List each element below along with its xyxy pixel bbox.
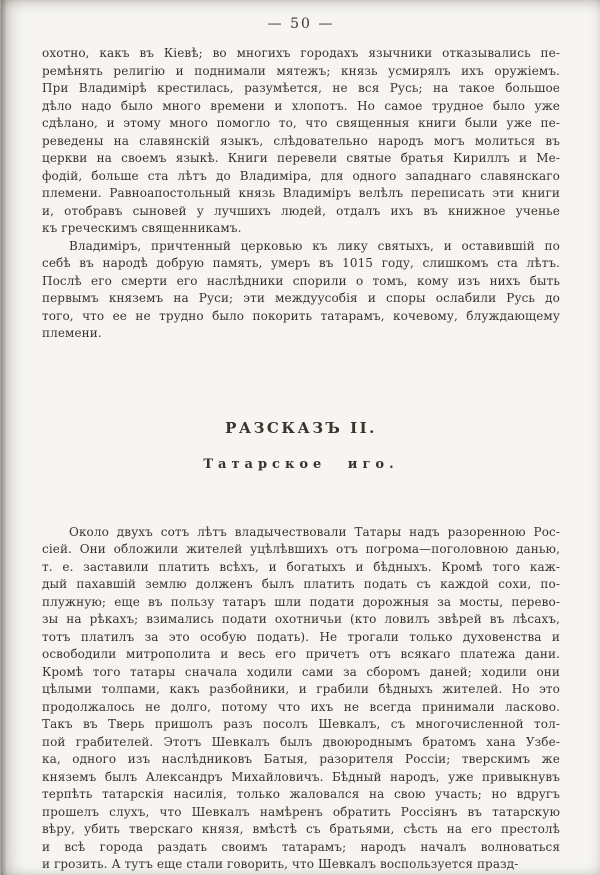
text-line: ремѣнять религію и поднимали мятежъ; князь усмирялъ ихъ оружіемъ.: [42, 63, 560, 78]
text-line: дѣло надо было много времени и хлопотъ. Но самое трудное было уже: [42, 98, 560, 113]
text-line: сдѣлано, и этому много помогло то, что священныя книги были уже пе-: [42, 116, 560, 130]
text-line: сіей. Они обложили жителей уцѣлѣвшихъ отъ погрома—поголовною данью,: [42, 542, 560, 556]
text-line: Владиміръ, причтенный церковью къ лику святыхъ, и оставившій по: [69, 238, 560, 253]
paragraph-continuation: [42, 45, 560, 238]
paragraph-tatar-yoke: [42, 524, 560, 874]
text-line: того, что ее не трудно было покорить татарамъ, кочевому, блуждающему: [42, 308, 560, 323]
chapter-heading: РАЗСКАЗЪ II.: [225, 418, 377, 437]
text-line: дый пахавшій землю долженъ былъ платить подать съ каждой сохи, по-: [42, 577, 560, 591]
text-line: себѣ въ народѣ добрую память, умеръ въ 1015 году, слишкомъ ста лѣтъ.: [42, 256, 560, 270]
text-line: племени.: [42, 326, 102, 340]
text-line: продолжалось не долго, потому что ихъ не всегда принимали ласково.: [42, 699, 560, 714]
text-line: Около двухъ сотъ лѣтъ владычествовали Татары надъ разоренною Рос-: [69, 524, 560, 539]
page-number: — 50 —: [267, 16, 335, 32]
text-line: прошелъ слухъ, что Шевкалъ намѣренъ обратить Россіянъ въ татарскую: [42, 804, 560, 819]
text-line: освободили митрополита и весь его причетъ отъ всякаго платежа дани.: [42, 647, 560, 661]
text-line: церкви на своемъ языкѣ. Книги перевели святые братья Кириллъ и Ме-: [42, 151, 560, 165]
text-line: и, отобравъ сыновей у лучшихъ людей, отдалъ ихъ въ книжное ученье: [42, 203, 560, 218]
text-line: вѣру, убить тверскаго князя, вмѣстѣ съ братьями, сѣсть на его престолѣ: [42, 822, 560, 836]
text-line: тотъ платилъ за это особую подать). Не трогали только духовенства и: [42, 629, 560, 644]
text-line: охотно, какъ въ Кіевѣ; во многихъ городахъ язычники отказывались пе-: [42, 46, 560, 60]
text-line: пой грабителей. Этотъ Шевкалъ былъ двоюроднымъ братомъ хана Узбе-: [42, 734, 560, 749]
text-line: плужную; еще въ пользу татаръ шли подати дорожныя за мосты, перево-: [42, 594, 560, 609]
text-line: и грозить. А тутъ еще стали говорить, что Шевкалъ воспользуется празд-: [42, 857, 519, 871]
text-line: племени. Равноапостольный князь Владиміръ велѣлъ переписать эти книги: [42, 186, 560, 200]
text-line: и всѣ города раздать своимъ татарамъ; народъ началъ волноваться: [42, 839, 560, 854]
text-line: терпѣть татарскія насилія, только жаловался на свою участь; но вдругъ: [42, 787, 560, 801]
text-line: цѣлыми толпами, какъ разбойники, и грабили бѣдныхъ жителей. Но это: [42, 682, 560, 696]
text-line: первымъ княземъ на Руси; эти междуусобія и споры ослабили Русь до: [42, 291, 560, 305]
text-line: фодій, больше ста лѣтъ до Владиміра, для одного западнаго славянскаго: [42, 168, 560, 183]
text-line: Такъ въ Тверь пришолъ разъ посолъ Шевкалъ, съ многочисленной тол-: [42, 717, 560, 731]
text-line: При Владимірѣ крестилась, разумѣется, не вся Русь; на такое большое: [42, 81, 560, 95]
text-line: Кромѣ того татары сначала ходили сами за сборомъ даней; ходили они: [42, 664, 560, 679]
text-line: реведены на славянскій языкъ, слѣдовательно народъ могъ молиться въ: [42, 133, 560, 148]
text-block: [42, 45, 560, 874]
text-line: княземъ былъ Александръ Михайловичъ. Бѣдный народъ, уже привыкнувъ: [42, 769, 560, 784]
chapter-subheading: Татарское иго.: [203, 456, 399, 472]
text-line: къ греческимъ священникамъ.: [42, 221, 242, 235]
paragraph-vladimir-death: [42, 238, 560, 343]
text-line: зы на рѣкахъ; взимались подати охотничьи (кто ловилъ звѣрей въ лѣсахъ,: [42, 612, 560, 626]
text-line: т. е. заставили платить всѣхъ, и богатыхъ и бѣдныхъ. Кромѣ того каж-: [42, 559, 560, 574]
text-line: Послѣ его смерти его наслѣдники спорили о томъ, кому изъ нихъ быть: [42, 273, 560, 288]
text-line: ка, одного изъ наслѣдниковъ Батыя, разорителя Россіи; тверскимъ же: [42, 752, 560, 766]
